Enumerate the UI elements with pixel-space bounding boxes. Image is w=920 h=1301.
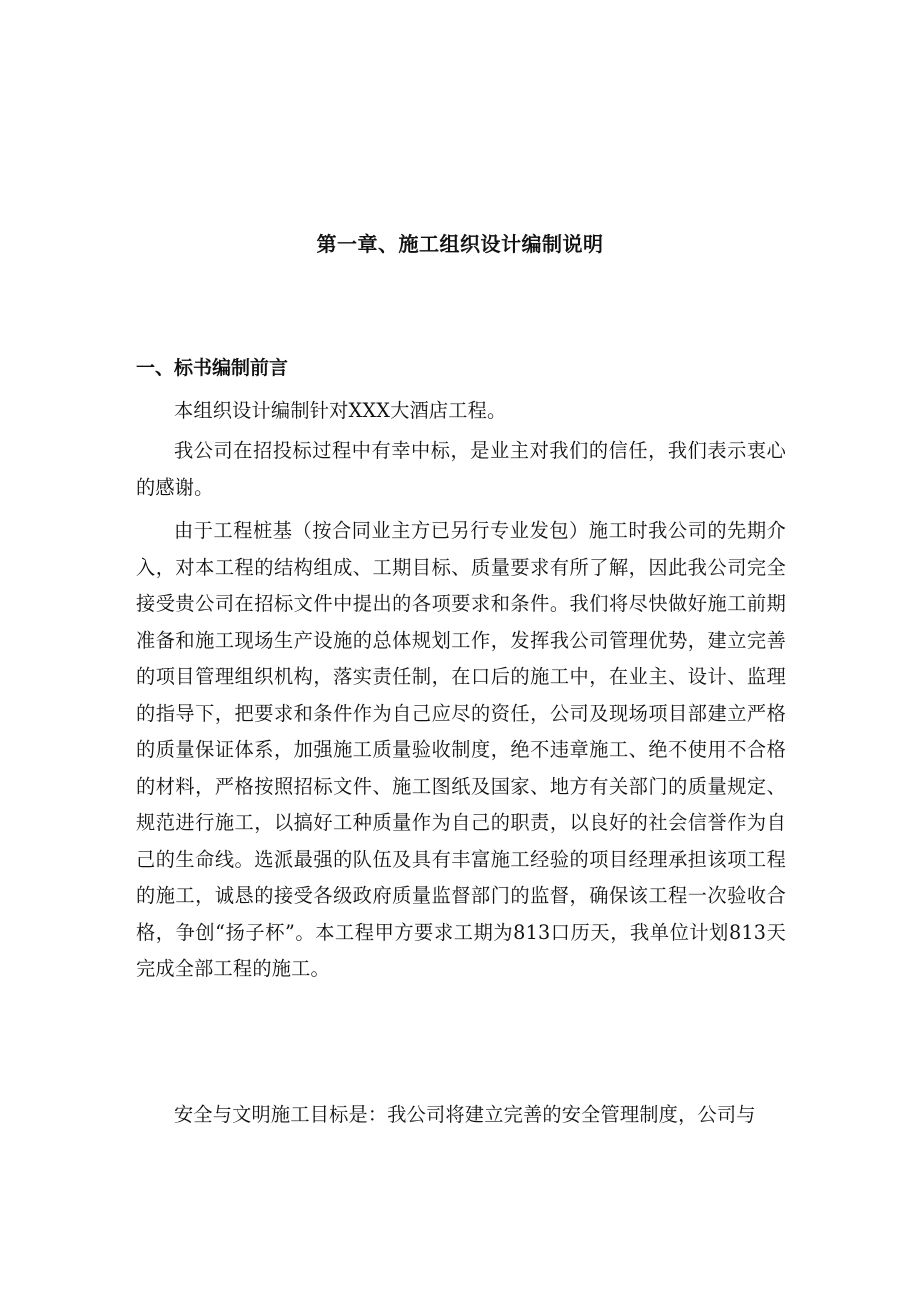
paragraph-gratitude: 我公司在招投标过程中有幸中标，是业主对我们的信任，我们表示衷心的感谢。 [136,439,786,499]
chapter-title: 第一章、施工组织设计编制说明 [316,232,604,256]
paragraph-commitment: 由于工程桩基（按合同业主方已另行专业发包）施工时我公司的先期介入，对本工程的结构组成、工期目标、质量要求有所了解，因此我公司完全接受贵公司在招标文件中提出的各项要求和条件。我们将尽快做好施工前期准备和施工现场生产设施的总体规划工作，发挥我公司管理优势，建立完善的项目管理组织机构，落实责任制，在口后的施工中，在业主、设计、监理的指导下，把要求和条件作为自己应尽的资任，公司及现场项目部建立严格的质量保证体系，加强施工质量验收制度，绝不违章施工、绝不使用不合格的材料，严格按照招标文件、施工图纸及国家、地方有关部门的质量规定、规范进行施工，以搞好工种质量作为自己的职责，以良好的社会信誉作为自己的生命线。选派最强的队伍及具有丰富施工经验的项目经理承担该项工程的施工，诚恳的接受各级政府质量监督部门的监督，确保该工程一次验收合格，争创“扬子杯”。本工程甲方要求工期为813口历天，我单位计划813天完成全部工程的施工。 [136,519,786,980]
section-heading: 一、标书编制前言 [136,357,289,379]
paragraph-safety-goal: 安全与文明施工目标是：我公司将建立完善的安全管理制度，公司与 [174,1103,756,1126]
paragraph-scope: 本组织设计编制针对XXX大酒店工程。 [174,399,507,422]
